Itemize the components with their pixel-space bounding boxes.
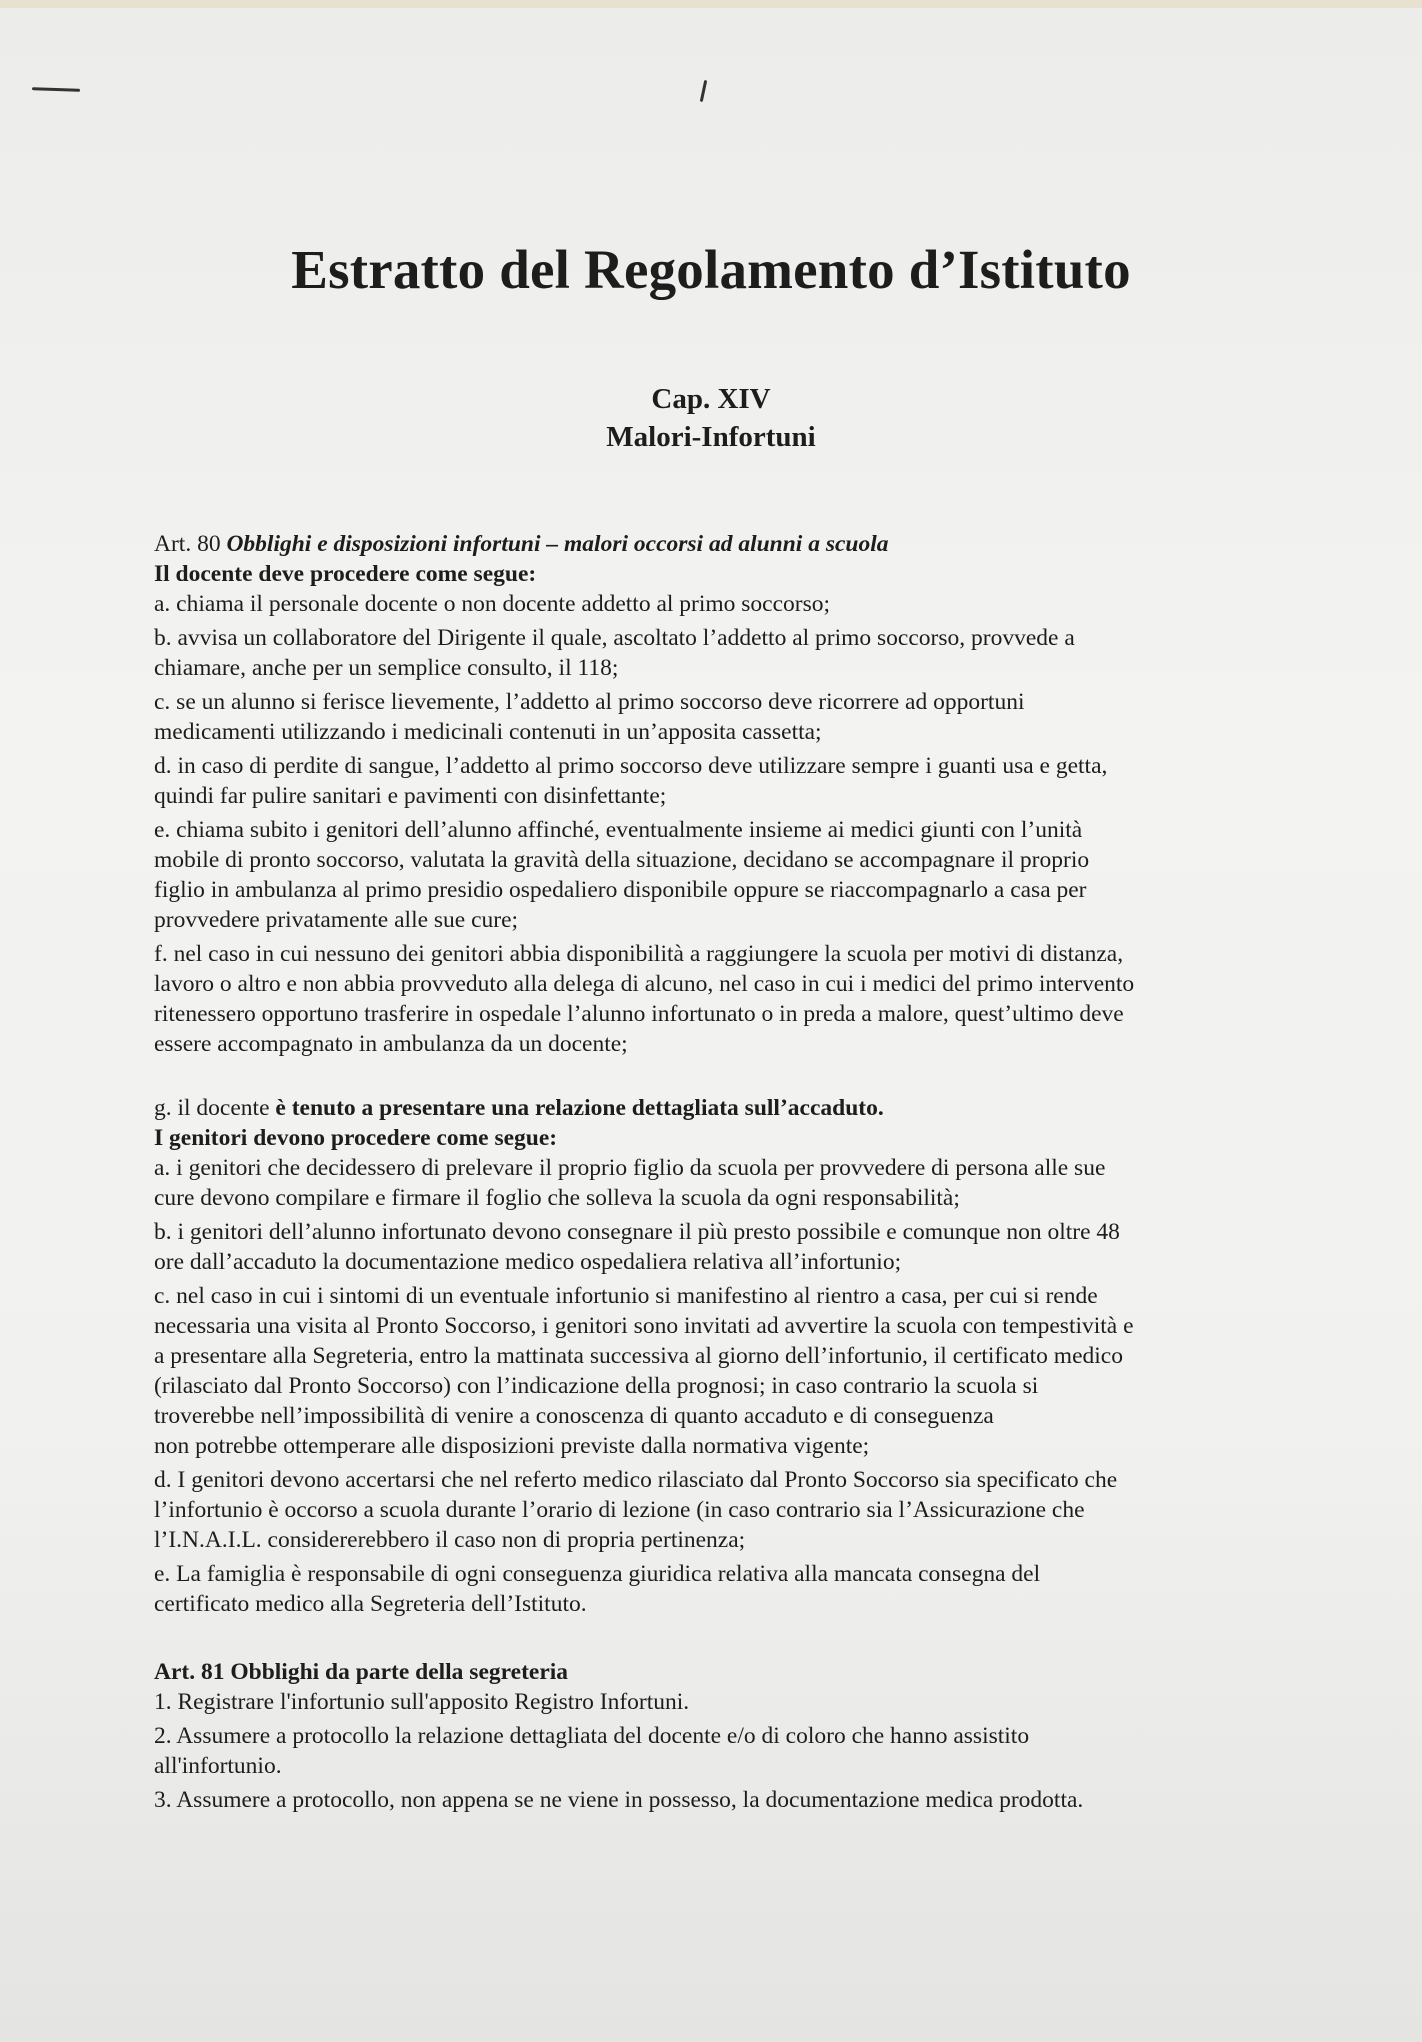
list-item-line: figlio in ambulanza al primo presidio ospedaliero disponibile oppure se riaccompagnarlo a casa per: [154, 877, 1087, 903]
list-item-line: ritenessero opportuno trasferire in ospedale l’alunno infortunato o in preda a malore, quest’ultimo deve: [154, 1001, 1124, 1027]
list-item-line: l’infortunio è occorso a scuola durante l’orario di lezione (in caso contrario sia l’Assicurazione che: [154, 1497, 1085, 1523]
list-item-line: 1. Registrare l'infortunio sull'apposito Registro Infortuni.: [154, 1689, 690, 1715]
list-item-line: quindi far pulire sanitari e pavimenti con disinfettante;: [154, 783, 667, 809]
list-item: [154, 589, 1234, 619]
list-item: [154, 751, 1234, 811]
list-item-line: necessaria una visita al Pronto Soccorso, i genitori sono invitati ad avvertire la scuola con tempestività e: [154, 1313, 1134, 1339]
list-item-line: certificato medico alla Segreteria dell’Istituto.: [154, 1591, 587, 1617]
item-g-bold: è tenuto a presentare una relazione dettagliata sull’accaduto.: [275, 1095, 884, 1121]
art81-list: [154, 1687, 1234, 1815]
spacer: [154, 1063, 1234, 1093]
list-item: [154, 1559, 1234, 1619]
list-item-line: c. se un alunno si ferisce lievemente, l’addetto al primo soccorso deve ricorrere ad opportuni: [154, 689, 1025, 715]
list-item: [154, 623, 1234, 683]
list-item-line: medicamenti utilizzando i medicinali contenuti in un’apposita cassetta;: [154, 719, 822, 745]
list-item-line: ore dall’accaduto la documentazione medico ospedaliera relativa all’infortunio;: [154, 1249, 902, 1275]
list-item: [154, 1281, 1234, 1461]
list-item: [154, 1153, 1234, 1213]
pen-mark-dash: [32, 87, 80, 92]
list-item-line: b. avvisa un collaboratore del Dirigente il quale, ascoltato l’addetto al primo soccorso, provvede a: [154, 625, 1075, 651]
list-item-line: a. i genitori che decidessero di prelevare il proprio figlio da scuola per provvedere di persona alle sue: [154, 1155, 1106, 1181]
chapter-heading: [0, 380, 1422, 456]
list-item: [154, 1687, 1234, 1717]
art80-heading: [154, 529, 1234, 559]
list-item-line: chiamare, anche per un semplice consulto, il 118;: [154, 655, 619, 681]
document-title: Estratto del Regolamento d’Istituto: [291, 239, 1131, 300]
list-item-line: all'infortunio.: [154, 1753, 282, 1779]
list-item-line: a presentare alla Segreteria, entro la mattinata successiva al giorno dell’infortunio, il certificato medico: [154, 1343, 1123, 1369]
list-item-line: provvedere privatamente alle sue cure;: [154, 907, 519, 933]
list-item-line: d. I genitori devono accertarsi che nel referto medico rilasciato dal Pronto Soccorso sia specificato che: [154, 1467, 1118, 1493]
list-item-line: (rilasciato dal Pronto Soccorso) con l’indicazione della prognosi; in caso contrario la scuola si: [154, 1373, 1039, 1399]
spacer: [154, 1623, 1234, 1657]
list-item: [154, 1785, 1234, 1815]
list-item-line: troverebbe nell’impossibilità di venire a conoscenza di quanto accaduto e di conseguenza: [154, 1403, 994, 1429]
list-item: [154, 1217, 1234, 1277]
list-item-line: essere accompagnato in ambulanza da un docente;: [154, 1031, 628, 1057]
art80-item-g: [154, 1093, 1234, 1123]
art80-list: [154, 589, 1234, 1059]
list-item-line: e. La famiglia è responsabile di ogni conseguenza giuridica relativa alla mancata consegna del: [154, 1561, 1041, 1587]
list-item-line: d. in caso di perdite di sangue, l’addetto al primo soccorso deve utilizzare sempre i guanti usa e getta,: [154, 753, 1108, 779]
pen-mark-slash: [700, 80, 708, 102]
list-item: [154, 1721, 1234, 1781]
list-item-line: b. i genitori dell’alunno infortunato devono consegnare il più presto possibile e comunque non oltre 48: [154, 1219, 1120, 1245]
list-item-line: c. nel caso in cui i sintomi di un eventuale infortunio si manifestino al rientro a casa, per cui si rende: [154, 1283, 1098, 1309]
art80-heading-lead: Art. 80: [154, 531, 227, 557]
list-item-line: l’I.N.A.I.L. considererebbero il caso non di propria pertinenza;: [154, 1527, 746, 1553]
list-item-line: cure devono compilare e firmare il foglio che solleva la scuola da ogni responsabilità;: [154, 1185, 960, 1211]
list-item-line: 2. Assumere a protocollo la relazione dettagliata del docente e/o di coloro che hanno assistito: [154, 1723, 1030, 1749]
list-item-line: a. chiama il personale docente o non docente addetto al primo soccorso;: [154, 591, 831, 617]
list-item: [154, 687, 1234, 747]
genitori-list: [154, 1153, 1234, 1619]
chapter-subtitle: Malori-Infortuni: [606, 421, 816, 453]
docente-intro: Il docente deve procedere come segue:: [154, 561, 537, 587]
list-item: [154, 815, 1234, 935]
list-item-line: e. chiama subito i genitori dell’alunno affinché, eventualmente insieme ai medici giunti con l’unità: [154, 817, 1083, 843]
list-item-line: non potrebbe ottemperare alle disposizioni previste dalla normativa vigente;: [154, 1433, 870, 1459]
art80-heading-title: Obblighi e disposizioni infortuni – malori occorsi ad alunni a scuola: [226, 531, 889, 557]
document-body: [154, 529, 1234, 1819]
list-item: [154, 1465, 1234, 1555]
page-top-edge: [0, 0, 1422, 8]
list-item-line: lavoro o altro e non abbia provveduto alla delega di alcuno, nel caso in cui i medici del primo intervento: [154, 971, 1135, 997]
list-item-line: 3. Assumere a protocollo, non appena se ne viene in possesso, la documentazione medica prodotta.: [154, 1787, 1084, 1813]
item-g-lead: g. il docente: [154, 1095, 276, 1121]
chapter-number: Cap. XIV: [651, 383, 771, 415]
art81-heading: Art. 81 Obblighi da parte della segreteria: [154, 1659, 569, 1685]
list-item: [154, 939, 1234, 1059]
list-item-line: f. nel caso in cui nessuno dei genitori abbia disponibilità a raggiungere la scuola per motivi di distanza,: [154, 941, 1124, 967]
genitori-intro: I genitori devono procedere come segue:: [154, 1125, 558, 1151]
list-item-line: mobile di pronto soccorso, valutata la gravità della situazione, decidano se accompagnare il proprio: [154, 847, 1090, 873]
